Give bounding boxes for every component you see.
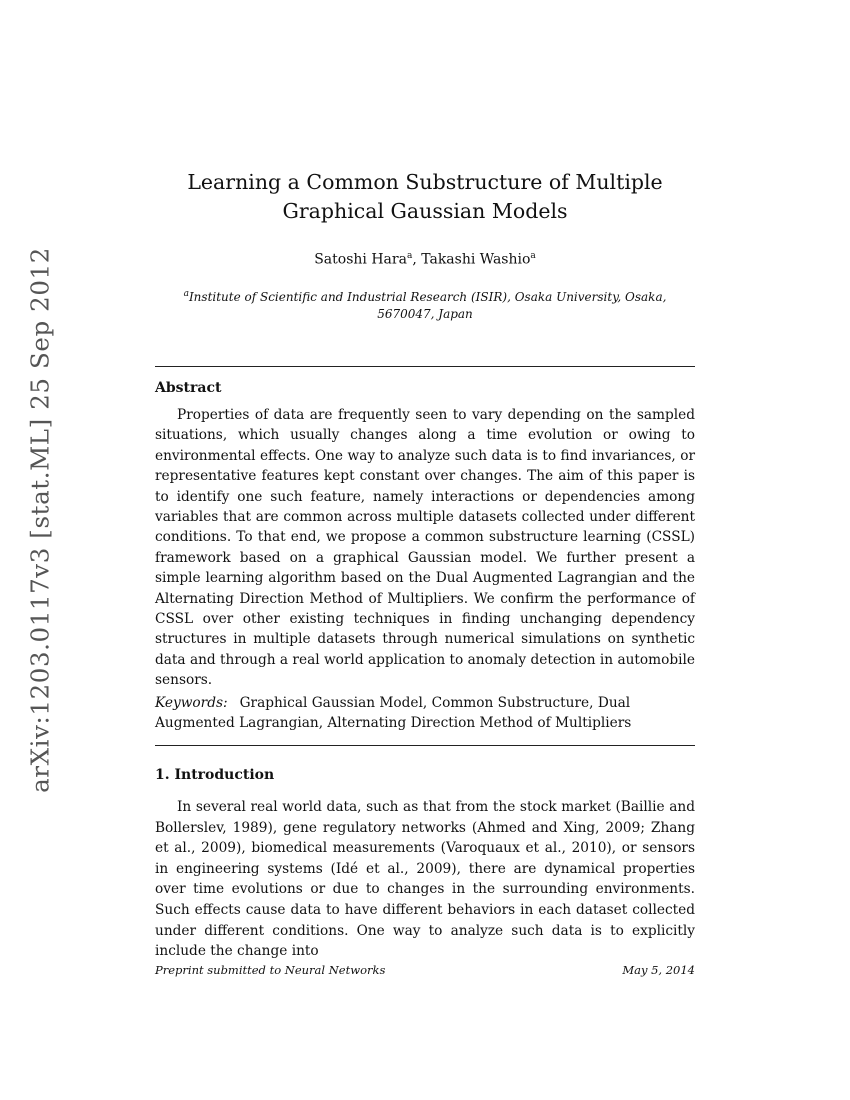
section-heading-introduction: 1. Introduction — [155, 767, 275, 783]
footer-submission: Preprint submitted to Neural Networks — [155, 963, 386, 977]
keywords-label: Keywords: — [155, 695, 228, 711]
affiliation-mark: a — [183, 289, 189, 299]
author-name: Takashi Washio — [421, 251, 531, 268]
arxiv-sidebar-stamp: arXiv:1203.0117v3 [stat.ML] 25 Sep 2012 — [25, 247, 55, 793]
author-affil-mark: a — [530, 251, 536, 261]
abstract-body: Properties of data are frequently seen to vary depending on the sampled situations, which usually changes along a time evolution or owing to environmental effects. One way to analyze such data is to find invariances, or representative features kept constant over changes. The aim of this paper is to identify one such feature, namely interactions or dependencies among variables that are common across multiple datasets collected under different conditions. To that end, we propose a common substructure learning (CSSL) framework based on a graphical Gaussian model. We further present a simple learning algorithm based on the Dual Augmented Lagrangian and the Alternating Direction Method of Multipliers. We confirm the performance of CSSL over other existing techniques in finding unchanging dependency structures in multiple datasets through numerical simulations on synthetic data and through a real world application to anomaly detection in automobile sensors. — [155, 407, 695, 689]
author-affil-mark: a — [406, 251, 413, 261]
abstract-heading: Abstract — [155, 380, 222, 396]
affiliation — [155, 286, 695, 323]
author-list — [155, 251, 695, 268]
paper-title: Learning a Common Substructure of Multiple Graphical Gaussian Models — [187, 170, 663, 223]
footer-date: May 5, 2014 — [622, 963, 695, 977]
page-footer — [155, 963, 695, 977]
abstract-top-rule — [155, 366, 695, 367]
keywords — [155, 693, 695, 734]
introduction-body: In several real world data, such as that from the stock market (Baillie and Bollerslev, 1989), gene regulatory networks (Ahmed and Xing, 2009; Zhang et al., 2009), biomedical measurements (Varoquaux et al., 2010), or sensors in engineering systems (Idé et al., 2009), there are dynamical properties over time evolutions or due to changes in the surrounding environments. Such effects cause data to have different behaviors in each dataset collected under different conditions. One way to analyze such data is to explicitly include the change into — [155, 799, 695, 960]
author-name: Satoshi Hara — [314, 251, 407, 268]
abstract-bottom-rule — [155, 745, 695, 746]
affiliation-text: Institute of Scientific and Industrial Research (ISIR), Osaka University, Osaka, 5670047, Japan — [188, 290, 667, 321]
keywords-list: Graphical Gaussian Model, Common Substructure, Dual Augmented Lagrangian, Alternating Direction Method of Multipliers — [155, 695, 632, 732]
author-separator: , — [412, 251, 422, 268]
